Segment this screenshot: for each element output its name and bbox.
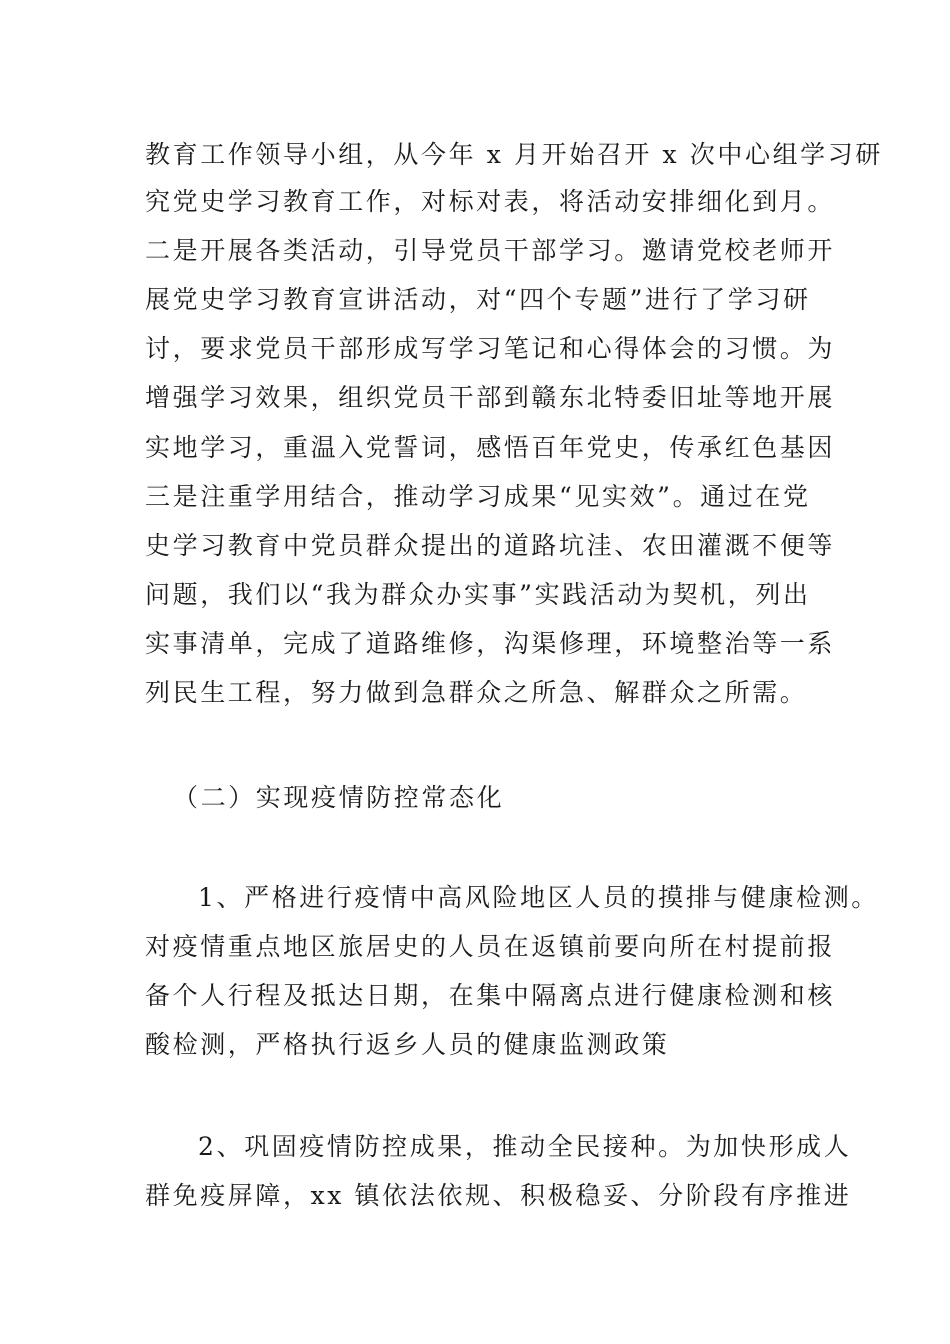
text-line: 群免疫屏障，xx 镇依法依规、积极稳妥、分阶段有序推进 (145, 1181, 852, 1210)
text-line: 增强学习效果，组织党员干部到赣东北特委旧址等地开展 (145, 383, 836, 412)
text-line: 1、严格进行疫情中高风险地区人员的摸排与健康检测。 (198, 883, 879, 912)
text-line: 对疫情重点地区旅居史的人员在返镇前要向所在村提前报 (145, 932, 836, 961)
text-line: 备个人行程及抵达日期，在集中隔离点进行健康检测和核 (145, 981, 836, 1010)
text-line: 三是注重学用结合，推动学习成果“见实效”。通过在党 (145, 482, 811, 511)
text-line: 酸检测，严格执行返乡人员的健康监测政策 (145, 1030, 670, 1059)
text-line: 实事清单，完成了道路维修，沟渠修理，环境整治等一系 (145, 629, 836, 658)
text-line: 二是开展各类活动，引导党员干部学习。邀请党校老师开 (145, 236, 836, 265)
text-line: 展党史学习教育宣讲活动，对“四个专题”进行了学习研 (145, 285, 811, 314)
section-heading: （二）实现疫情防控常态化 (173, 783, 505, 812)
text-line: 列民生工程，努力做到急群众之所急、解群众之所需。 (145, 678, 808, 707)
text-line: 讨，要求党员干部形成写学习笔记和心得体会的习惯。为 (145, 334, 836, 363)
text-line: 究党史学习教育工作，对标对表，将活动安排细化到月。 (145, 187, 836, 216)
text-line: 教育工作领导小组，从今年 x 月开始召开 x 次中心组学习研 (145, 140, 883, 169)
text-line: 问题，我们以“我为群众办实事”实践活动为契机，列出 (145, 580, 811, 609)
text-line: 史学习教育中党员群众提出的道路坑洼、农田灌溉不便等 (145, 531, 836, 560)
text-line: 2、巩固疫情防控成果，推动全民接种。为加快形成人 (198, 1132, 852, 1161)
text-line: 实地学习，重温入党誓词，感悟百年党史，传承红色基因 (145, 433, 836, 462)
